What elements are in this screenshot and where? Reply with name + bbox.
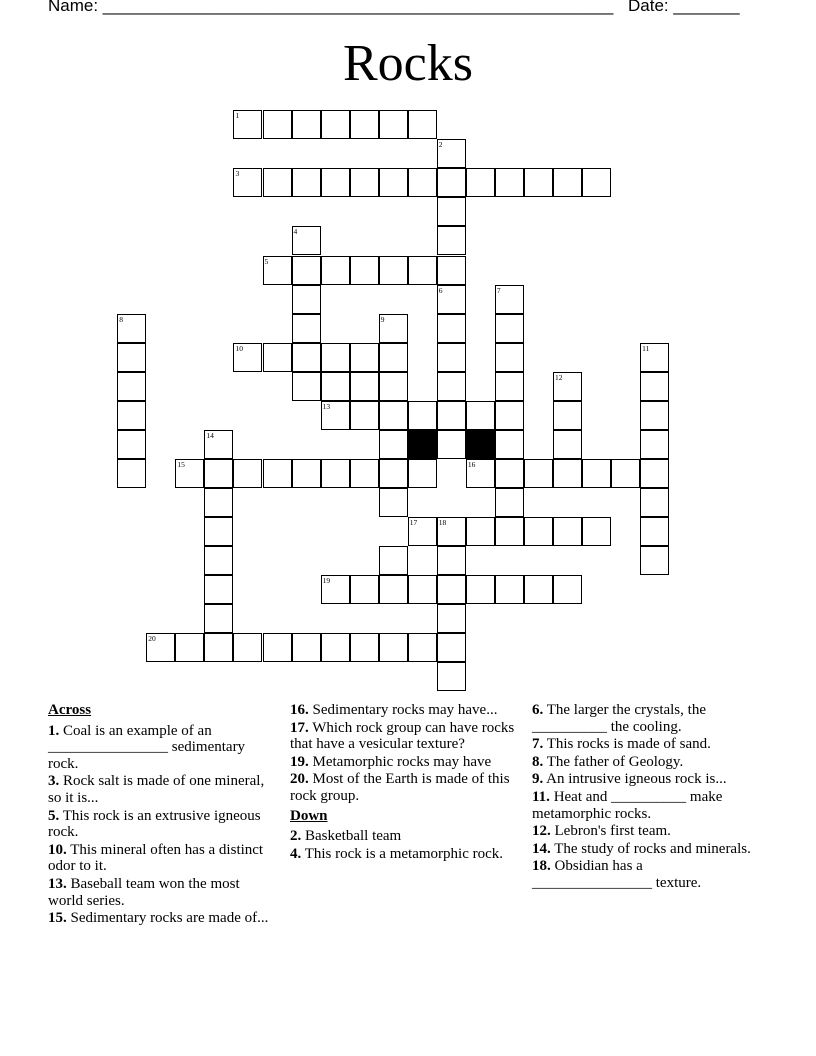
answer-square[interactable] <box>495 488 524 517</box>
black-square <box>466 430 495 459</box>
answer-square[interactable] <box>437 662 466 691</box>
clue-across <box>48 910 276 927</box>
clue-number-label: 12 <box>555 372 563 382</box>
answer-square[interactable] <box>466 459 495 488</box>
answer-square[interactable] <box>350 401 379 430</box>
answer-square[interactable] <box>350 372 379 401</box>
answer-square[interactable] <box>466 401 495 430</box>
answer-square[interactable] <box>408 168 437 197</box>
clue-text: The father of Geology. <box>543 753 684 770</box>
answer-square[interactable] <box>204 546 233 575</box>
answer-square[interactable] <box>350 633 379 662</box>
clue-number: 17. <box>290 719 309 736</box>
answer-square[interactable] <box>321 256 350 285</box>
clue-down <box>532 702 762 735</box>
clue-down <box>532 789 762 822</box>
clue-number-label: 4 <box>293 227 298 237</box>
answer-square[interactable] <box>582 459 611 488</box>
answer-square[interactable] <box>553 401 582 430</box>
answer-square[interactable] <box>233 168 262 197</box>
down-header: Down <box>290 807 328 824</box>
answer-square[interactable] <box>292 110 321 139</box>
answer-square[interactable] <box>117 459 146 488</box>
answer-square[interactable] <box>379 546 408 575</box>
clue-down <box>532 736 762 753</box>
answer-square[interactable] <box>321 575 350 604</box>
answer-square[interactable] <box>350 459 379 488</box>
clue-down <box>532 841 762 858</box>
answer-square[interactable] <box>437 372 466 401</box>
answer-square[interactable] <box>437 546 466 575</box>
answer-square[interactable] <box>524 459 553 488</box>
clue-text: This rock is a metamorphic rock. <box>301 845 504 862</box>
answer-square[interactable] <box>146 633 175 662</box>
answer-square[interactable] <box>611 459 640 488</box>
answer-square[interactable] <box>117 343 146 372</box>
across-header: Across <box>48 702 92 718</box>
clue-text: This rock is an extrusive igneous rock. <box>48 807 261 841</box>
answer-square[interactable] <box>233 459 262 488</box>
answer-square[interactable] <box>379 459 408 488</box>
clue-text: Most of the Earth is made of this rock group. <box>290 771 510 804</box>
answer-square[interactable] <box>408 459 437 488</box>
answer-square[interactable] <box>117 430 146 459</box>
answer-square[interactable] <box>553 168 582 197</box>
answer-square[interactable] <box>379 110 408 139</box>
answer-square[interactable] <box>379 401 408 430</box>
clue-number-label: 16 <box>467 459 476 469</box>
answer-square[interactable] <box>640 488 669 517</box>
clue-across <box>48 723 276 773</box>
answer-square[interactable] <box>582 168 611 197</box>
answer-square[interactable] <box>553 575 582 604</box>
clue-text: An intrusive igneous rock is... <box>543 771 727 788</box>
answer-square[interactable] <box>408 517 437 546</box>
answer-square[interactable] <box>350 343 379 372</box>
clue-number: 5. <box>48 807 60 824</box>
answer-square[interactable] <box>408 110 437 139</box>
answer-square[interactable] <box>495 285 524 314</box>
clue-number: 16. <box>290 702 309 718</box>
answer-square[interactable] <box>292 256 321 285</box>
answer-square[interactable] <box>524 517 553 546</box>
clue-text: Obsidian has a ________________ texture. <box>532 858 702 891</box>
answer-square[interactable] <box>350 256 379 285</box>
answer-square[interactable] <box>524 575 553 604</box>
clue-number-label: 8 <box>119 314 123 324</box>
answer-square[interactable] <box>466 517 495 546</box>
answer-square[interactable] <box>292 285 321 314</box>
clue-number: 20. <box>290 771 309 788</box>
answer-square[interactable] <box>379 256 408 285</box>
clue-number-label: 9 <box>380 314 385 324</box>
answer-square[interactable] <box>640 401 669 430</box>
answer-square[interactable] <box>640 546 669 575</box>
answer-square[interactable] <box>350 575 379 604</box>
answer-square[interactable] <box>553 430 582 459</box>
clue-text: Sedimentary rocks are made of... <box>66 910 269 927</box>
answer-square[interactable] <box>292 633 321 662</box>
clue-number-label: 6 <box>438 285 443 295</box>
clue-number: 4. <box>290 845 302 862</box>
clue-text: Lebron's first team. <box>550 823 671 840</box>
answer-square[interactable] <box>437 575 466 604</box>
clue-number-label: 19 <box>322 576 331 586</box>
answer-square[interactable] <box>437 256 466 285</box>
answer-square[interactable] <box>292 168 321 197</box>
answer-square[interactable] <box>263 168 292 197</box>
answer-square[interactable] <box>175 459 204 488</box>
answer-square[interactable] <box>321 633 350 662</box>
answer-square[interactable] <box>640 459 669 488</box>
clue-number: 11. <box>532 788 550 805</box>
answer-square[interactable] <box>640 517 669 546</box>
clue-down <box>290 828 515 845</box>
clues-column-2 <box>290 702 515 863</box>
answer-square[interactable] <box>350 110 379 139</box>
clue-text: Rock salt is made of one mineral, so it is... <box>48 773 265 806</box>
clue-across <box>290 771 515 804</box>
answer-square[interactable] <box>292 343 321 372</box>
answer-square[interactable] <box>495 372 524 401</box>
clue-number-label: 15 <box>177 459 185 469</box>
answer-square[interactable] <box>204 604 233 633</box>
answer-square[interactable] <box>204 633 233 662</box>
answer-square[interactable] <box>408 401 437 430</box>
answer-square[interactable] <box>437 285 466 314</box>
answer-square[interactable] <box>437 343 466 372</box>
clue-number: 18. <box>532 858 551 875</box>
clue-number-label: 17 <box>409 517 418 527</box>
clue-number: 3. <box>48 773 60 790</box>
answer-square[interactable] <box>321 459 350 488</box>
answer-square[interactable] <box>379 633 408 662</box>
clue-number: 15. <box>48 910 67 927</box>
answer-square[interactable] <box>437 226 466 255</box>
clues-column-3 <box>532 702 762 893</box>
answer-square[interactable] <box>379 168 408 197</box>
clue-across <box>48 808 276 841</box>
clue-text: Heat and __________ make metamorphic rocks. <box>532 788 723 822</box>
answer-square[interactable] <box>640 372 669 401</box>
clue-text: Basketball team <box>301 828 402 845</box>
clue-text: Which rock group can have rocks that have a vesicular texture? <box>290 719 515 753</box>
answer-square[interactable] <box>495 343 524 372</box>
answer-square[interactable] <box>553 459 582 488</box>
answer-square[interactable] <box>553 372 582 401</box>
answer-square[interactable] <box>204 488 233 517</box>
clue-number: 6. <box>532 702 544 718</box>
answer-square[interactable] <box>263 343 292 372</box>
clue-number: 10. <box>48 841 67 858</box>
clue-number-label: 10 <box>235 343 243 353</box>
name-field-label: Name: ______________________________________________________ <box>48 0 614 15</box>
answer-square[interactable] <box>233 633 262 662</box>
clue-number: 13. <box>48 875 67 892</box>
answer-square[interactable] <box>437 517 466 546</box>
clue-text: This rocks is made of sand. <box>543 736 711 753</box>
clue-across <box>48 773 276 806</box>
answer-square[interactable] <box>117 372 146 401</box>
answer-square[interactable] <box>437 168 466 197</box>
answer-square[interactable] <box>321 110 350 139</box>
clue-text: Sedimentary rocks may have... <box>308 702 498 718</box>
answer-square[interactable] <box>321 401 350 430</box>
answer-square[interactable] <box>379 575 408 604</box>
answer-square[interactable] <box>379 314 408 343</box>
clue-text: This mineral often has a distinct odor to it. <box>48 841 264 875</box>
answer-square[interactable] <box>204 430 233 459</box>
answer-square[interactable] <box>117 401 146 430</box>
answer-square[interactable] <box>204 517 233 546</box>
clue-down <box>532 754 762 771</box>
answer-square[interactable] <box>466 168 495 197</box>
clue-across <box>48 842 276 875</box>
clue-number-label: 2 <box>438 140 443 150</box>
clue-down <box>532 771 762 788</box>
answer-square[interactable] <box>466 575 495 604</box>
answer-square[interactable] <box>495 430 524 459</box>
clue-number-label: 11 <box>642 343 650 353</box>
answer-square[interactable] <box>495 517 524 546</box>
answer-square[interactable] <box>292 372 321 401</box>
answer-square[interactable] <box>495 168 524 197</box>
clue-number-label: 13 <box>322 401 331 411</box>
clue-text: Baseball team won the most world series. <box>48 875 240 909</box>
black-square <box>408 430 437 459</box>
answer-square[interactable] <box>204 459 233 488</box>
clue-text: The study of rocks and minerals. <box>550 840 751 857</box>
answer-square[interactable] <box>408 575 437 604</box>
answer-square[interactable] <box>292 459 321 488</box>
answer-square[interactable] <box>204 575 233 604</box>
answer-square[interactable] <box>495 401 524 430</box>
answer-square[interactable] <box>553 517 582 546</box>
clues-column-1 <box>48 702 276 928</box>
answer-square[interactable] <box>495 459 524 488</box>
clue-text: Coal is an example of an ________________ sedimentary rock. <box>48 722 246 772</box>
answer-square[interactable] <box>437 633 466 662</box>
answer-square[interactable] <box>321 168 350 197</box>
answer-square[interactable] <box>437 604 466 633</box>
answer-square[interactable] <box>408 256 437 285</box>
clue-number: 7. <box>532 736 544 753</box>
answer-square[interactable] <box>437 401 466 430</box>
answer-square[interactable] <box>292 226 321 255</box>
answer-square[interactable] <box>379 343 408 372</box>
clue-number-label: 18 <box>438 517 447 527</box>
answer-square[interactable] <box>321 372 350 401</box>
answer-square[interactable] <box>408 633 437 662</box>
answer-square[interactable] <box>263 633 292 662</box>
clue-number-label: 20 <box>148 634 156 644</box>
clue-text: Metamorphic rocks may have <box>308 753 492 770</box>
clue-number: 19. <box>290 753 309 770</box>
answer-square[interactable] <box>379 372 408 401</box>
clue-down <box>290 846 515 863</box>
clue-number: 2. <box>290 828 302 845</box>
answer-square[interactable] <box>582 517 611 546</box>
answer-square[interactable] <box>350 168 379 197</box>
answer-square[interactable] <box>640 343 669 372</box>
answer-square[interactable] <box>379 430 408 459</box>
clue-down <box>532 823 762 840</box>
clue-across <box>48 876 276 909</box>
answer-square[interactable] <box>640 430 669 459</box>
answer-square[interactable] <box>379 488 408 517</box>
clue-down <box>532 858 762 891</box>
answer-square[interactable] <box>263 110 292 139</box>
clue-across <box>290 702 515 719</box>
clue-across <box>290 720 515 753</box>
clue-number: 9. <box>532 771 544 788</box>
clue-number-label: 5 <box>264 256 269 266</box>
clue-text: The larger the crystals, the __________ the cooling. <box>532 702 706 735</box>
clue-number-label: 1 <box>235 111 240 121</box>
answer-square[interactable] <box>321 343 350 372</box>
answer-square[interactable] <box>292 314 321 343</box>
answer-square[interactable] <box>437 430 466 459</box>
answer-square[interactable] <box>263 459 292 488</box>
answer-square[interactable] <box>263 256 292 285</box>
clue-number: 1. <box>48 722 60 739</box>
answer-square[interactable] <box>495 575 524 604</box>
answer-square[interactable] <box>233 110 262 139</box>
clue-number-label: 7 <box>496 285 501 295</box>
clue-number: 12. <box>532 823 551 840</box>
answer-square[interactable] <box>117 314 146 343</box>
puzzle-title: Rocks <box>343 35 473 92</box>
answer-square[interactable] <box>437 197 466 226</box>
answer-square[interactable] <box>437 314 466 343</box>
date-field-label: Date: _______ <box>628 0 740 15</box>
answer-square[interactable] <box>233 343 262 372</box>
clue-number-label: 3 <box>235 169 240 179</box>
clue-across <box>290 754 515 771</box>
answer-square[interactable] <box>175 633 204 662</box>
clue-number-label: 14 <box>206 430 214 440</box>
answer-square[interactable] <box>524 168 553 197</box>
answer-square[interactable] <box>437 139 466 168</box>
clue-number: 14. <box>532 840 551 857</box>
answer-square[interactable] <box>495 314 524 343</box>
clue-number: 8. <box>532 753 544 770</box>
